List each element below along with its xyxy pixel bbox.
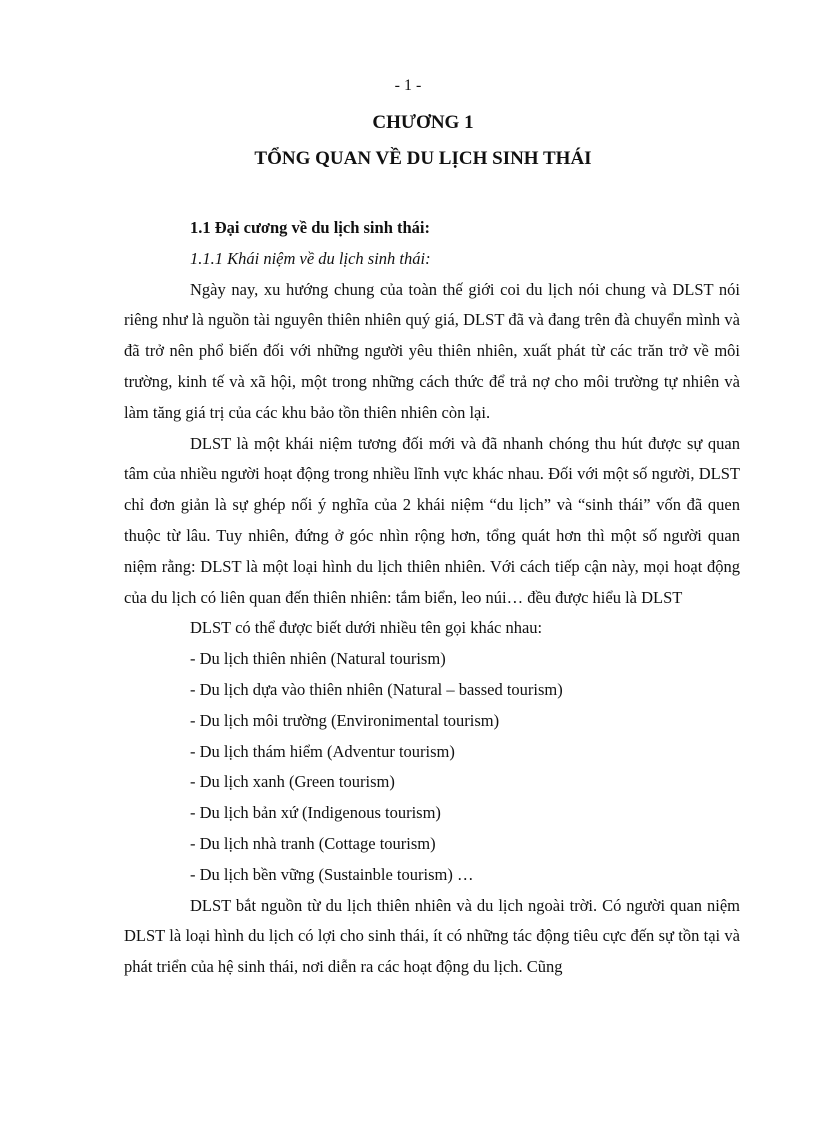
section-heading: 1.1 Đại cương về du lịch sinh thái: [190,218,430,237]
list-intro: DLST có thể được biết dưới nhiều tên gọi khác nhau: [190,618,543,638]
list-item: - Du lịch bản xứ (Indigenous tourism) [190,803,441,823]
chapter-title: TỔNG QUAN VỀ DU LỊCH SINH THÁI [254,148,592,169]
list-item: - Du lịch xanh (Green tourism) [190,772,395,792]
list-item: - Du lịch dựa vào thiên nhiên (Natural – bassed tourism) [190,679,563,699]
page-number: - 1 - [394,77,422,94]
document-body [124,213,740,983]
paragraph: Ngày nay, xu hướng chung của toàn thế giới coi du lịch nói chung và DLST nói riêng như là nguồn tài nguyên thiên nhiên quý giá, DLST đã và đang trên đà chuyển mình và đã trở nên phổ biến đối với những người yêu thiên nhiên, xuất phát từ các trăn trở về môi trường, kinh tế và xã hội, một trong những cách thức để trả nợ cho môi trường tự nhiên và làm tăng giá trị của các khu bảo tồn thiên nhiên còn lại. [124,279,740,422]
list-item: - Du lịch bền vững (Sustainble tourism) … [190,864,474,884]
paragraph: DLST là một khái niệm tương đối mới và đã nhanh chóng thu hút được sự quan tâm của nhiều người hoạt động trong nhiều lĩnh vực khác nhau. Đối với một số người, DLST chỉ đơn giản là sự ghép nối ý nghĩa của 2 khái niệm “du lịch” và “sinh thái” vốn đã quen thuộc từ lâu. Tuy nhiên, đứng ở góc nhìn rộng hơn, tổng quát hơn thì một số người quan niệm rằng: DLST là một loại hình du lịch thiên nhiên. Với cách tiếp cận này, mọi hoạt động của du lịch có liên quan đến thiên nhiên: tắm biển, leo núi… đều được hiểu là DLST [124,433,740,607]
list-item: - Du lịch thám hiểm (Adventur tourism) [190,741,455,761]
list-item: - Du lịch thiên nhiên (Natural tourism) [190,649,446,669]
subsection-heading: 1.1.1 Khái niệm về du lịch sinh thái: [190,248,431,268]
paragraph: DLST bắt nguồn từ du lịch thiên nhiên và du lịch ngoài trời. Có người quan niệm DLST là loại hình du lịch có lợi cho sinh thái, ít có những tác động tiêu cực đến sự tồn tại và phát triển của hệ sinh thái, nơi diễn ra các hoạt động du lịch. Cũng [124,895,740,977]
chapter-label: CHƯƠNG 1 [372,112,474,133]
list-item: - Du lịch môi trường (Environimental tourism) [190,710,500,730]
list-item: - Du lịch nhà tranh (Cottage tourism) [190,833,436,853]
